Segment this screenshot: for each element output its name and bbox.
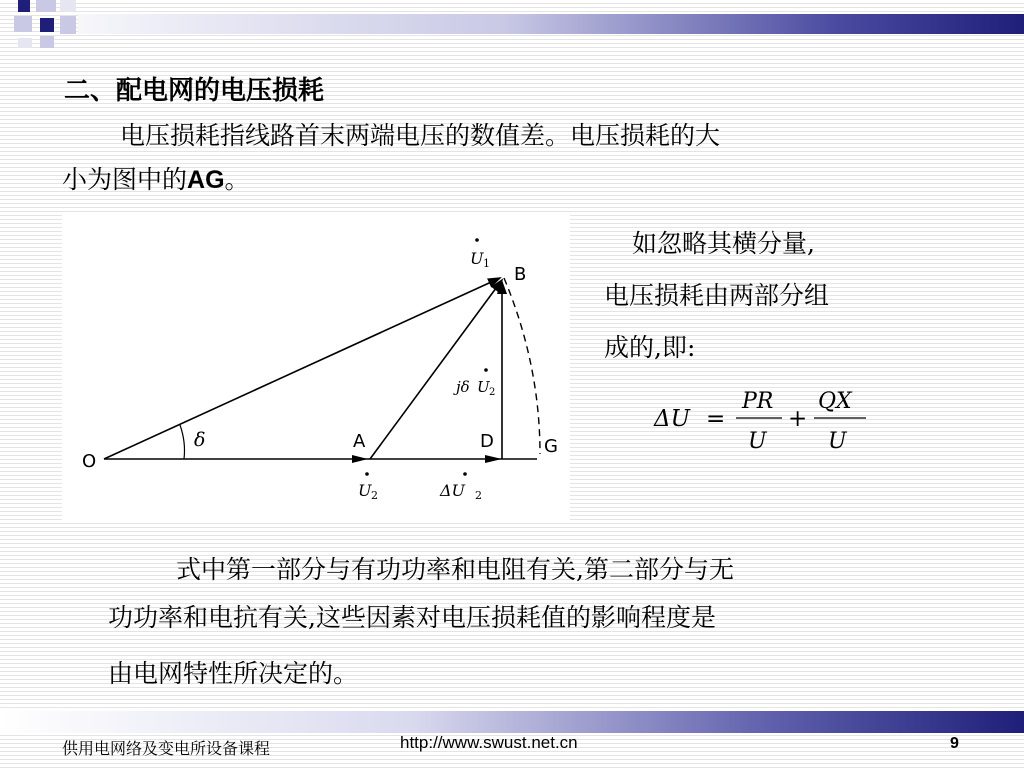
side-line-1: 如忽略其横分量, — [632, 229, 815, 258]
conclusion-line-1: 式中第一部分与有功功率和电阻有关,第二部分与无 — [176, 555, 734, 584]
vector-u1 — [104, 278, 500, 459]
label-a: A — [353, 431, 366, 452]
label-jdu2-prefix: jδ — [456, 378, 470, 396]
label-g: G — [544, 436, 558, 457]
footer-course-name: 供用电网络及变电所设备课程 — [62, 739, 271, 758]
label-jdu2-u: U — [477, 378, 490, 396]
deco-square — [36, 0, 56, 12]
label-u1: U — [470, 249, 484, 268]
page-number: 9 — [950, 735, 959, 752]
header-gradient-bar — [78, 14, 1024, 34]
delta-arc — [180, 425, 185, 459]
header-decoration — [0, 0, 1024, 48]
conclusion-line-3: 由电网特性所决定的。 — [108, 659, 359, 688]
dot-jdu2 — [484, 368, 488, 372]
label-u1-sub: 1 — [483, 257, 490, 270]
dot-u2 — [365, 472, 369, 476]
side-line-3: 成的,即: — [604, 333, 696, 362]
label-u2-sub: 2 — [371, 489, 378, 502]
label-u2: U — [358, 481, 372, 500]
formula-plus: + — [788, 406, 808, 432]
arc-bg — [504, 278, 540, 454]
label-jdu2-sub: 2 — [489, 387, 496, 398]
label-delta: δ — [194, 429, 206, 451]
label-b: B — [514, 264, 527, 285]
slide-title: 二、配电网的电压损耗 — [64, 76, 325, 106]
arrow-at-a — [352, 455, 368, 463]
formula-den2: U — [828, 429, 847, 454]
deco-square — [40, 36, 54, 48]
phasor-diagram — [62, 214, 570, 522]
intro-line-2 — [62, 158, 250, 202]
deco-square — [18, 38, 32, 48]
arrow-at-d — [485, 455, 502, 463]
intro-line-2-ag: AG — [187, 166, 225, 194]
label-du2: ΔU — [440, 481, 466, 500]
deco-square — [60, 16, 76, 34]
label-o: O — [82, 451, 97, 472]
formula-den1: U — [748, 429, 767, 454]
deco-square — [14, 16, 32, 32]
voltage-loss-formula — [650, 382, 880, 462]
intro-line-2-prefix: 小为图中的 — [62, 165, 188, 194]
deco-square — [60, 0, 76, 12]
intro-line-1: 电压损耗指线路首末两端电压的数值差。电压损耗的大 — [120, 121, 721, 150]
formula-lhs: ΔU — [654, 406, 690, 432]
formula-svg — [650, 382, 880, 462]
intro-line-2-suffix: 。 — [224, 165, 250, 194]
footer-gradient-bar — [0, 711, 1024, 733]
label-d: D — [480, 431, 494, 452]
side-line-2: 电压损耗由两部分组 — [604, 281, 830, 310]
conclusion-line-2: 功功率和电抗有关,这些因素对电压损耗值的影响程度是 — [108, 603, 716, 632]
label-du2-sub: 2 — [475, 489, 482, 502]
dot-u1 — [475, 238, 479, 242]
formula-num1: PR — [742, 389, 774, 414]
deco-square — [40, 18, 54, 32]
formula-num2: QX — [818, 389, 852, 414]
phasor-diagram-svg — [62, 214, 570, 522]
dot-du2 — [463, 472, 467, 476]
footer-url[interactable]: http://www.swust.net.cn — [400, 733, 578, 752]
deco-square — [18, 0, 30, 12]
formula-equals: = — [706, 406, 726, 432]
